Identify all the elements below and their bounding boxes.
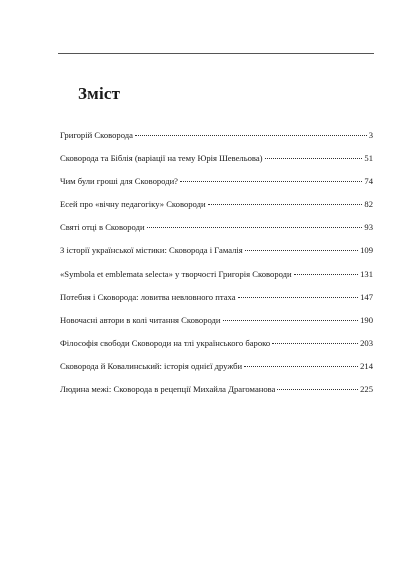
toc-entry-title: Есей про «вічну педагогіку» Сковороди [60,199,206,210]
toc-entry-title: Чим були гроші для Сковороди? [60,176,178,187]
toc-entry-title: Філософія свободи Сковороди на тлі українського бароко [60,337,271,348]
table-of-contents [60,129,373,406]
toc-entry-title: Сковорода й Ковалинський: історія однієї дружби [60,360,243,371]
toc-entry-page: 109 [360,245,373,256]
toc-entry-page: 147 [360,291,373,302]
toc-entry-page: 51 [364,153,373,164]
toc-entry [60,383,373,406]
toc-entry-page: 131 [360,268,373,279]
dot-leader [272,343,358,344]
toc-entry [60,129,373,152]
toc-entry-title: Потебня і Сковорода: ловитва невловного птаха [60,291,236,302]
dot-leader [223,320,359,321]
toc-entry [60,360,373,383]
toc-entry-page: 74 [364,176,373,187]
dot-leader [238,297,359,298]
toc-entry-page: 203 [360,337,373,348]
toc-entry-title: «Symbola et emblemata selecta» у творчості Григорія Сковороди [60,268,292,279]
dot-leader [245,250,358,251]
toc-entry [60,175,373,198]
toc-entry [60,337,373,360]
toc-entry-page: 82 [364,199,373,210]
toc-entry-title: Святі отці в Сковороди [60,222,145,233]
toc-entry [60,291,373,314]
toc-entry-title: Людина межі: Сковорода в рецепції Михайла Драгоманова [60,384,276,395]
top-rule [58,53,374,54]
toc-entry-title: Григорій Сковорода [60,130,133,140]
dot-leader [244,366,358,367]
toc-entry-title: Новочасні автори в колі читання Сковороди [60,314,221,325]
toc-entry-page: 225 [360,384,373,395]
toc-entry-page: 214 [360,360,373,371]
toc-entry-title: Сковорода та Біблія (варіації на тему Юрія Шевельова) [60,153,263,164]
toc-entry [60,244,373,267]
dot-leader [135,135,367,136]
toc-entry [60,198,373,221]
dot-leader [265,158,363,159]
dot-leader [294,274,358,275]
toc-entry-title: З історії української містики: Сковорода і Гамалія [60,245,243,256]
toc-entry-page: 93 [364,222,373,233]
toc-entry [60,314,373,337]
toc-entry [60,152,373,175]
toc-entry [60,268,373,291]
toc-entry [60,221,373,244]
dot-leader [208,204,363,205]
dot-leader [277,389,358,390]
toc-entry-page: 3 [368,130,373,140]
toc-entry-page: 190 [360,314,373,325]
dot-leader [147,227,363,228]
dot-leader [180,181,362,182]
page-title: Зміст [78,84,121,103]
